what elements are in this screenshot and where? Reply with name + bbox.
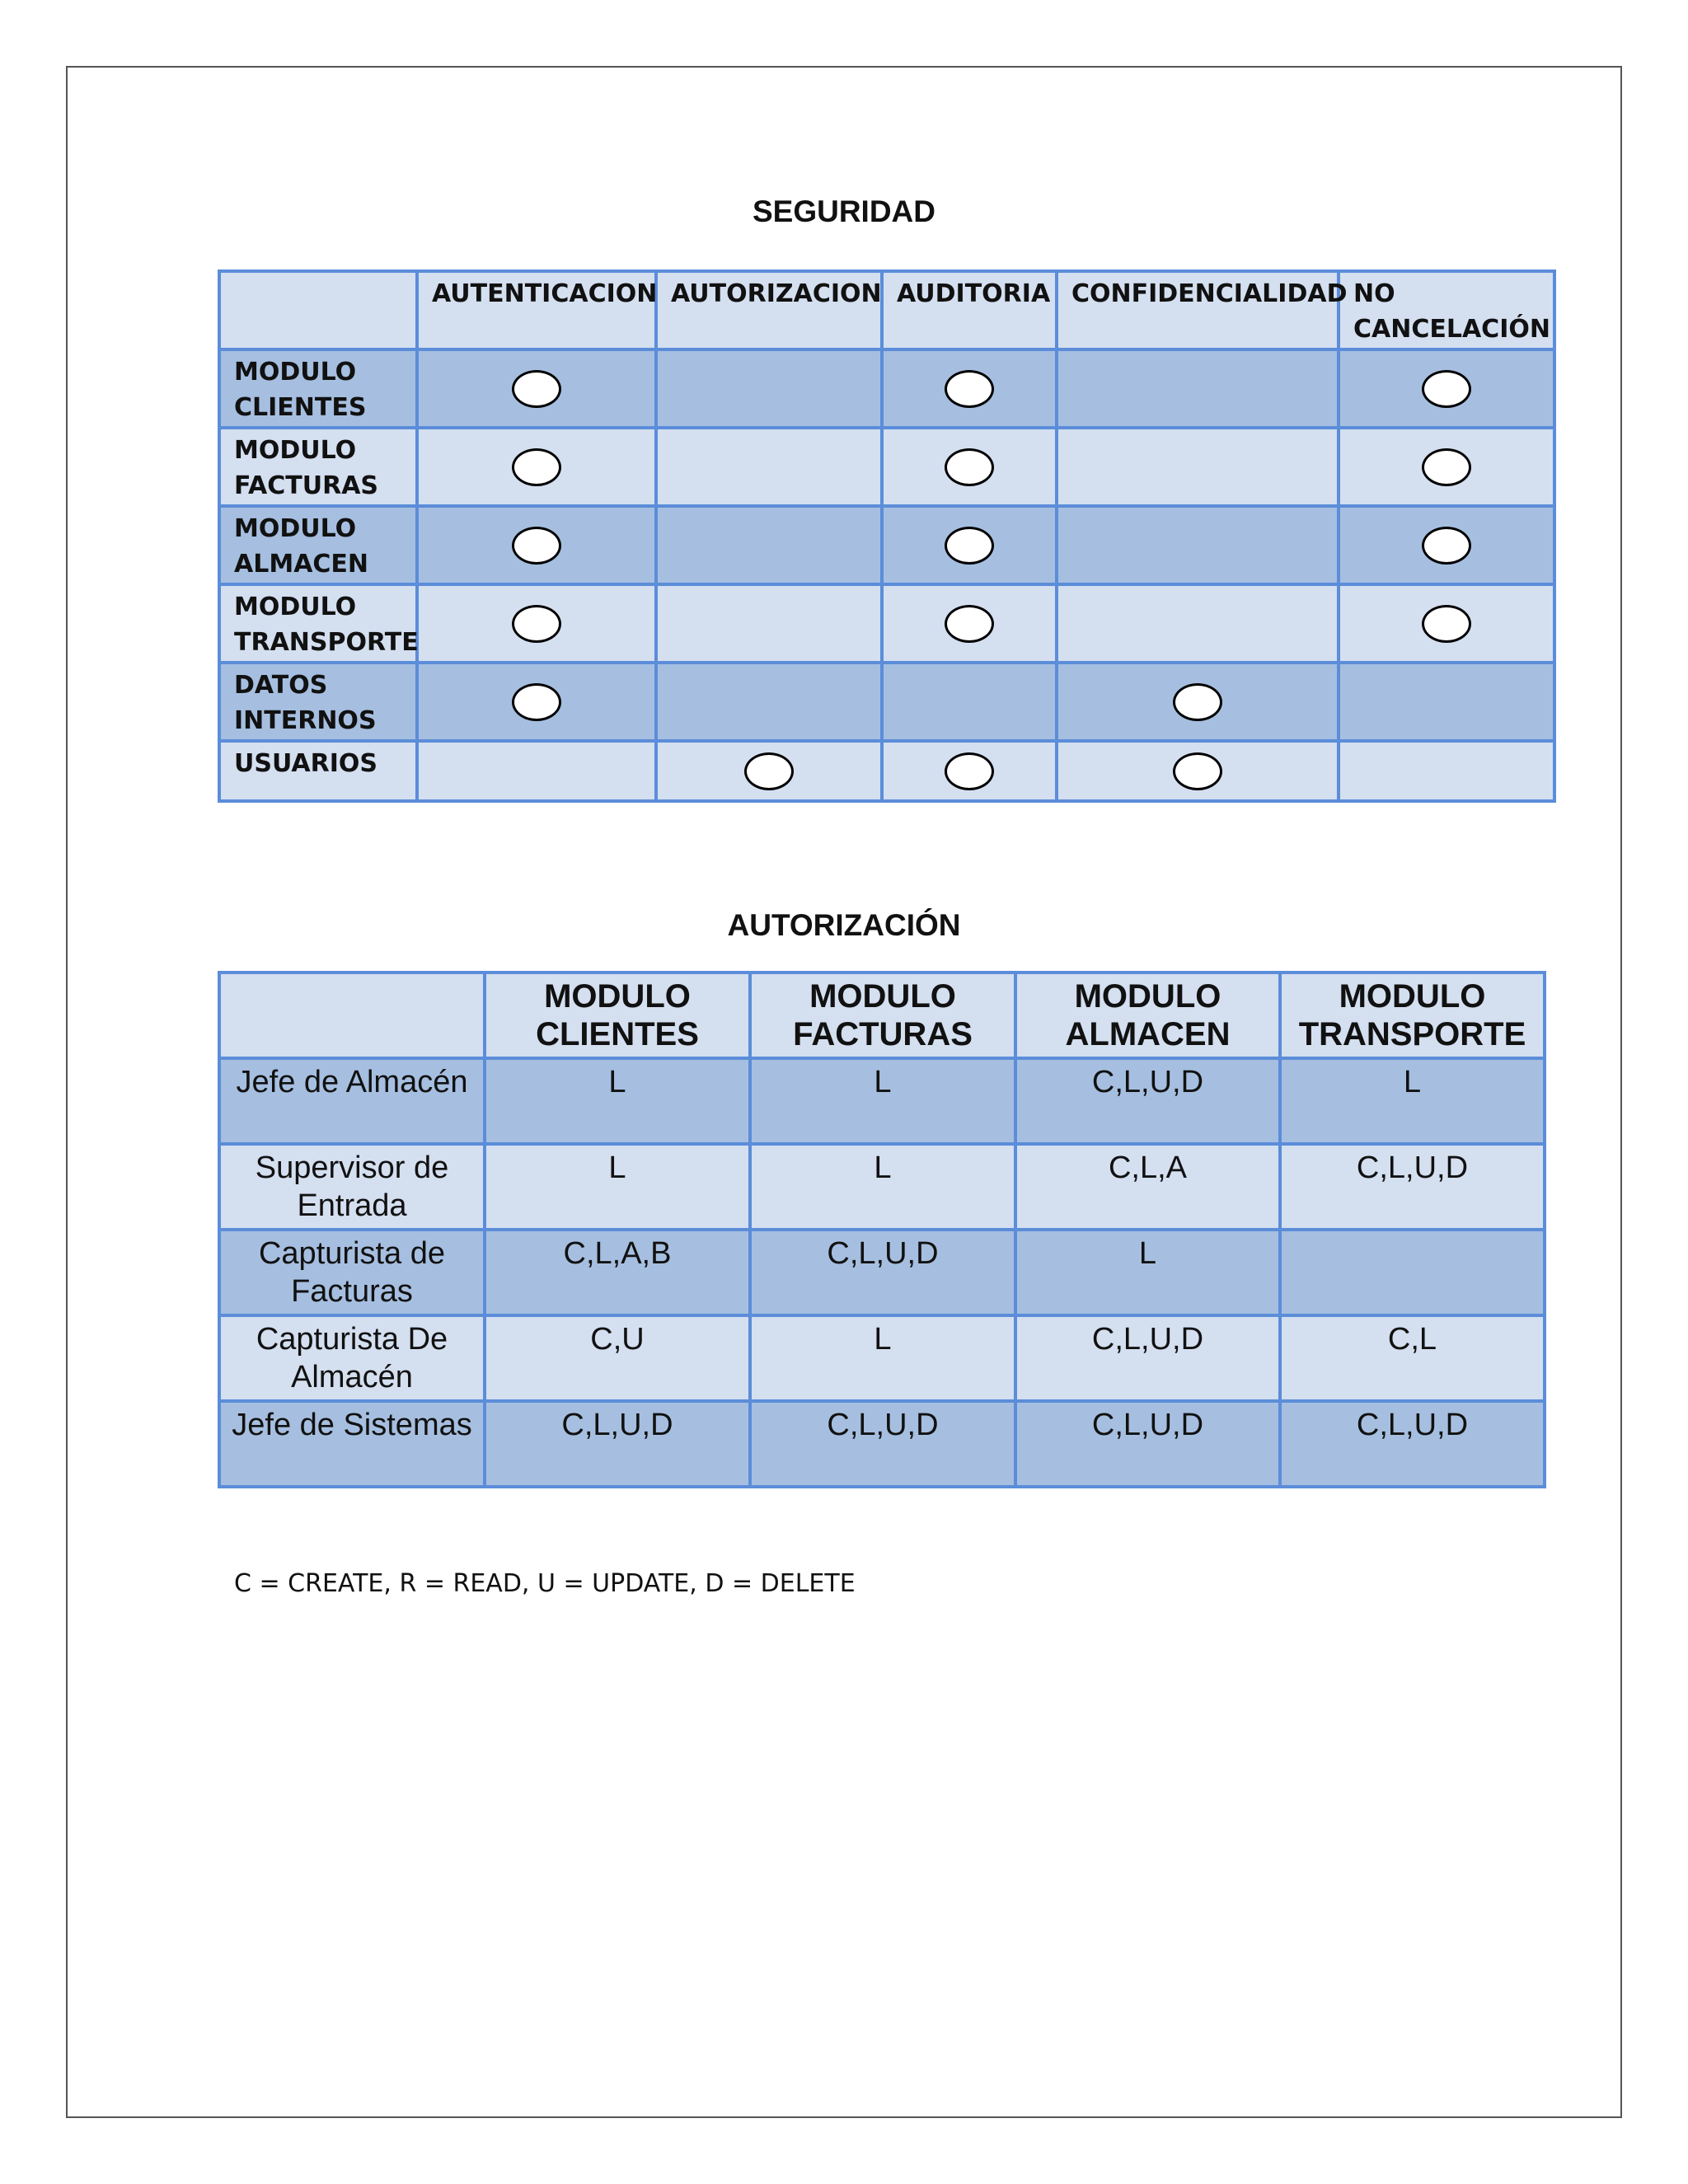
circle-mark-icon xyxy=(1422,527,1471,565)
autorizacion-title: AUTORIZACIÓN xyxy=(727,908,961,942)
seguridad-col-header: CONFIDENCIALIDAD xyxy=(1057,271,1339,349)
seguridad-col-header: AUTORIZACION xyxy=(656,271,882,349)
circle-mark-icon xyxy=(1422,605,1471,643)
autorizacion-col-header: MODULO CLIENTES xyxy=(485,972,750,1058)
seguridad-table xyxy=(218,269,1556,803)
permission-cell: C,L,U,D xyxy=(1015,1315,1280,1401)
circle-mark-icon xyxy=(512,605,561,643)
permission-cell: L xyxy=(485,1058,750,1144)
circle-mark-icon xyxy=(744,752,794,790)
permission-cell: C,L,U,D xyxy=(1015,1401,1280,1487)
seguridad-cell xyxy=(1339,584,1554,663)
autorizacion-col-header: MODULO ALMACEN xyxy=(1015,972,1280,1058)
seguridad-row-label: MODULO TRANSPORTE xyxy=(219,584,417,663)
permission-cell: L xyxy=(485,1144,750,1230)
seguridad-cell xyxy=(656,663,882,741)
seguridad-cell xyxy=(1339,741,1554,801)
seguridad-cell xyxy=(417,663,656,741)
permission-cell: C,U xyxy=(485,1315,750,1401)
permission-cell: L xyxy=(1015,1230,1280,1315)
autorizacion-col-header: MODULO TRANSPORTE xyxy=(1280,972,1545,1058)
role-label: Supervisor de Entrada xyxy=(219,1144,485,1230)
seguridad-cell xyxy=(1339,428,1554,506)
seguridad-cell xyxy=(882,428,1057,506)
permission-cell: C,L,A xyxy=(1015,1144,1280,1230)
autorizacion-header-row xyxy=(219,972,1545,1058)
permission-cell: C,L,U,D xyxy=(1280,1144,1545,1230)
permission-cell xyxy=(1280,1230,1545,1315)
seguridad-cell xyxy=(417,428,656,506)
seguridad-col-header: NO CANCELACIÓN xyxy=(1339,271,1554,349)
circle-mark-icon xyxy=(945,370,994,408)
seguridad-cell xyxy=(656,428,882,506)
seguridad-cell xyxy=(1057,506,1339,584)
autorizacion-row xyxy=(219,1058,1545,1144)
autorizacion-corner-cell xyxy=(219,972,485,1058)
seguridad-cell xyxy=(417,349,656,428)
seguridad-cell xyxy=(1057,428,1339,506)
role-label: Jefe de Sistemas xyxy=(219,1401,485,1487)
autorizacion-col-header: MODULO FACTURAS xyxy=(750,972,1015,1058)
seguridad-corner-cell xyxy=(219,271,417,349)
permission-cell: C,L,A,B xyxy=(485,1230,750,1315)
circle-mark-icon xyxy=(945,605,994,643)
seguridad-cell xyxy=(1057,584,1339,663)
seguridad-row xyxy=(219,428,1554,506)
role-label: Capturista De Almacén xyxy=(219,1315,485,1401)
permissions-legend: C = CREATE, R = READ, U = UPDATE, D = DELETE xyxy=(234,1569,856,1598)
seguridad-row-label: DATOS INTERNOS xyxy=(219,663,417,741)
permission-cell: C,L,U,D xyxy=(1015,1058,1280,1144)
circle-mark-icon xyxy=(945,752,994,790)
circle-mark-icon xyxy=(1422,370,1471,408)
seguridad-cell xyxy=(1057,349,1339,428)
permission-cell: C,L,U,D xyxy=(750,1230,1015,1315)
seguridad-cell xyxy=(882,741,1057,801)
seguridad-row-label: MODULO ALMACEN xyxy=(219,506,417,584)
seguridad-cell xyxy=(882,663,1057,741)
permission-cell: L xyxy=(750,1144,1015,1230)
seguridad-cell xyxy=(656,349,882,428)
seguridad-col-header: AUTENTICACION xyxy=(417,271,656,349)
seguridad-cell xyxy=(1057,741,1339,801)
circle-mark-icon xyxy=(945,527,994,565)
seguridad-cell xyxy=(882,584,1057,663)
seguridad-row xyxy=(219,506,1554,584)
role-label: Jefe de Almacén xyxy=(219,1058,485,1144)
circle-mark-icon xyxy=(512,370,561,408)
seguridad-row-label: USUARIOS xyxy=(219,741,417,801)
seguridad-cell xyxy=(1057,663,1339,741)
autorizacion-row xyxy=(219,1315,1545,1401)
seguridad-cell xyxy=(417,506,656,584)
autorizacion-row xyxy=(219,1230,1545,1315)
permission-cell: C,L,U,D xyxy=(1280,1401,1545,1487)
circle-mark-icon xyxy=(512,448,561,486)
circle-mark-icon xyxy=(1173,752,1222,790)
permission-cell: L xyxy=(750,1058,1015,1144)
seguridad-cell xyxy=(417,584,656,663)
seguridad-cell xyxy=(1339,506,1554,584)
seguridad-header-row xyxy=(219,271,1554,349)
seguridad-row-label: MODULO CLIENTES xyxy=(219,349,417,428)
seguridad-cell xyxy=(656,584,882,663)
seguridad-row xyxy=(219,663,1554,741)
circle-mark-icon xyxy=(512,527,561,565)
seguridad-row xyxy=(219,584,1554,663)
seguridad-cell xyxy=(656,506,882,584)
seguridad-row xyxy=(219,349,1554,428)
seguridad-col-header: AUDITORIA xyxy=(882,271,1057,349)
permission-cell: L xyxy=(1280,1058,1545,1144)
circle-mark-icon xyxy=(512,683,561,721)
role-label: Capturista de Facturas xyxy=(219,1230,485,1315)
seguridad-title: SEGURIDAD xyxy=(752,194,936,228)
seguridad-cell xyxy=(1339,349,1554,428)
autorizacion-table xyxy=(218,971,1546,1488)
autorizacion-row xyxy=(219,1144,1545,1230)
permission-cell: C,L,U,D xyxy=(750,1401,1015,1487)
seguridad-row-label: MODULO FACTURAS xyxy=(219,428,417,506)
circle-mark-icon xyxy=(1173,683,1222,721)
seguridad-cell xyxy=(417,741,656,801)
seguridad-cell xyxy=(656,741,882,801)
seguridad-cell xyxy=(1339,663,1554,741)
circle-mark-icon xyxy=(1422,448,1471,486)
permission-cell: C,L,U,D xyxy=(485,1401,750,1487)
permission-cell: C,L xyxy=(1280,1315,1545,1401)
seguridad-cell xyxy=(882,506,1057,584)
seguridad-row xyxy=(219,741,1554,801)
permission-cell: L xyxy=(750,1315,1015,1401)
circle-mark-icon xyxy=(945,448,994,486)
autorizacion-row xyxy=(219,1401,1545,1487)
seguridad-cell xyxy=(882,349,1057,428)
